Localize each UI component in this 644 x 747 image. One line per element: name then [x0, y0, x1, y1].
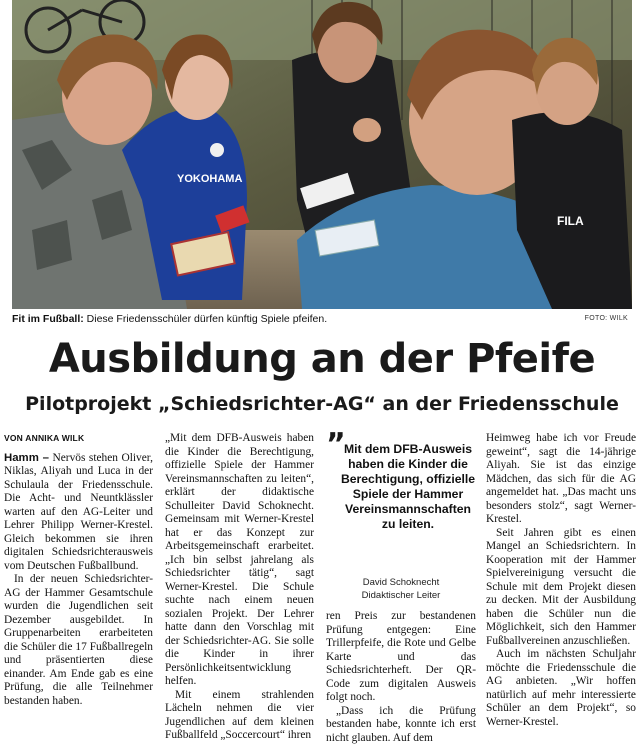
photo-illustration — [12, 0, 632, 309]
article-column-4 — [486, 432, 636, 744]
article-photo — [12, 0, 632, 309]
photo-caption — [12, 313, 632, 329]
paragraph-text: Nervös stehen Oliver, Niklas, Aliyah und Luca in der Schulaula der Friedensschule. Die Acht- und Neuntklässler warten auf den AG-Leiter und Lehrer Philipp Werner-Krestel. Gleich bekommen sie ihren digitalen Schiedsrichterausweis vom Deutschen Fußballbund. — [4, 451, 153, 572]
paragraph — [4, 452, 153, 574]
photo-credit: FOTO: WILK — [584, 315, 628, 322]
article-column-3 — [326, 610, 476, 744]
byline: VON ANNIKA WILK — [4, 433, 85, 443]
subheadline: Pilotprojekt „Schiedsrichter-AG“ an der Friedensschule — [25, 393, 619, 415]
quote-mark-icon: ” — [326, 427, 346, 462]
quote-text: Mit dem DFB-Ausweis haben die Kinder die Berechtigung, offizielle Spiele der Hammer Vereinsmannschaften zu leiten. — [340, 442, 476, 531]
paragraph: In der neuen Schiedsrichter-AG der Hammer Gesamtschule wurden die Jugendlichen seit Dezember ausgebildet. In Gruppenarbeiten erarbeiteten die Schüler die 17 Fußballregeln und präsentierten diese einander. Am Ende gab es eine Prüfung, die alle Teilnehmer bestanden haben. — [4, 573, 153, 707]
paragraph: Mit einem strahlenden Lächeln nehmen die vier Jugendlichen auf dem kleinen Fußballfeld „Soccercourt“ ihren — [165, 688, 314, 741]
yokohama-shirt-logo: YOKOHAMA — [177, 173, 243, 185]
place-dateline: Hamm – — [4, 451, 49, 464]
paragraph: „Mit dem DFB-Ausweis haben die Kinder die Berechtigung, offizielle Spiele der Hammer Vereinsmannschaften zu leiten“, erklärt der didaktische Schulleiter David Schoknecht. Gemeinsam mit Werner-Krestel hat er das Konzept zur Arbeitsgemeinschaft erarbeitet. „Ich bin selbst jahrelang als Schiedsrichter tätig“, sagt Werner-Krestel. Die Schule suchte nach einem neuen sozialen Projekt. Der Lehrer hatte dann den Vorschlag mit der Schiedsrichter-AG. Sie solle die Kinder in ihrer Persönlichkeitsentwicklung helfen. — [165, 432, 314, 687]
pull-quote — [326, 427, 476, 608]
paragraph: ren Preis zur bestandenen Prüfung entgegen: Eine Trillerpfeife, die Rote und Gelbe Karte und das Schiedsrichterheft. Der QR-Code zum digitalen Ausweis folgt noch. — [326, 610, 476, 703]
fila-jacket-logo: FILA — [557, 214, 584, 228]
quote-author: David Schoknecht — [362, 577, 440, 588]
paragraph: Seit Jahren gibt es einen Mangel an Schiedsrichtern. In Kooperation mit der Hammer Spielvereinigung versucht die Schule mit dem Projekt diesen zu decken. Mit der Ausbildung haben die Schüler nun die Möglichkeit, sich den Hammer Fußballvereinen anzuschließen. — [486, 526, 636, 647]
paragraph: „Dass ich die Prüfung bestanden habe, konnte ich erst nicht glauben. Auf dem — [326, 704, 476, 744]
article-column-1 — [4, 432, 153, 744]
caption-lead: Fit im Fußball: — [12, 313, 84, 325]
caption-text: Diese Friedensschüler dürfen künftig Spiele pfeifen. — [83, 313, 328, 325]
paragraph: Heimweg habe ich vor Freude geweint“, sagt die 14-jährige Aliyah. Sie ist das einzige Mädchen, das sich für die AG angemeldet hat. „Das macht uns besonders stolz“, sagt Werner-Krestel. — [486, 432, 636, 525]
paragraph: Auch im nächsten Schuljahr möchte die Friedensschule die AG anbieten. „Wir hoffen natürlich auf mehr interessierte Schüler an dem Projekt“, so Werner-Krestel. — [486, 648, 636, 728]
article-column-2 — [165, 432, 314, 744]
quote-role: Didaktischer Leiter — [361, 590, 441, 601]
headline: Ausbildung an der Pfeife — [48, 336, 596, 382]
quote-attribution — [326, 576, 476, 602]
